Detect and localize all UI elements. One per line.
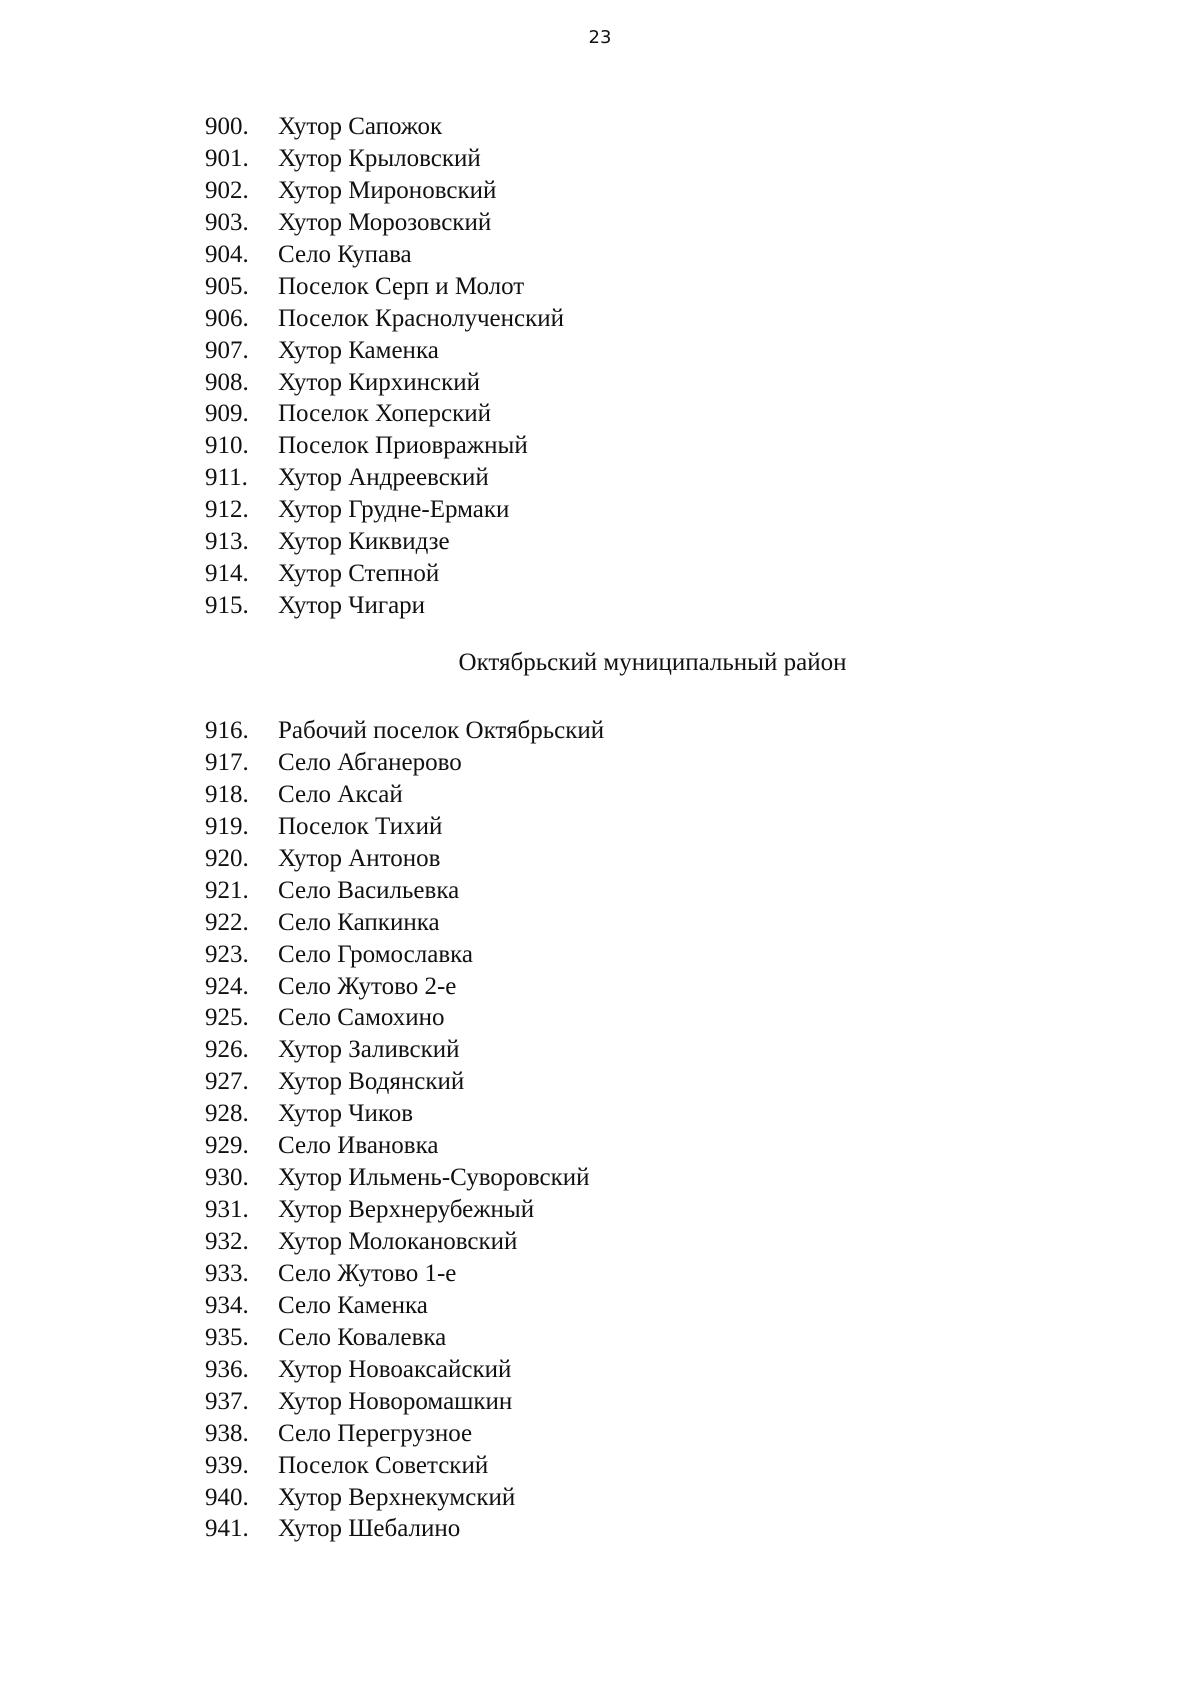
list-item xyxy=(205,843,604,875)
list-item xyxy=(205,1354,604,1386)
item-number: 938. xyxy=(205,1419,249,1447)
list-item xyxy=(205,715,604,747)
settlement-name: Хутор Водянский xyxy=(278,1068,465,1096)
list-item xyxy=(205,526,564,558)
item-number: 902. xyxy=(205,176,249,204)
settlement-name: Село Аксай xyxy=(278,780,403,808)
settlement-name: Село Купава xyxy=(278,240,412,268)
item-number: 919. xyxy=(205,812,249,840)
item-number: 917. xyxy=(205,748,249,776)
item-number: 941. xyxy=(205,1515,249,1543)
settlement-name: Хутор Кирхинский xyxy=(278,368,481,396)
list-item xyxy=(205,239,564,271)
list-item xyxy=(205,143,564,175)
list-item xyxy=(205,1066,604,1098)
item-number: 913. xyxy=(205,528,249,556)
settlement-name: Хутор Верхнекумский xyxy=(278,1483,516,1511)
list-item xyxy=(205,1322,604,1354)
settlement-name: Хутор Ильмень-Суворовский xyxy=(278,1164,590,1192)
list-item xyxy=(205,175,564,207)
settlement-name: Село Каменка xyxy=(278,1291,428,1319)
settlement-list xyxy=(205,111,564,622)
list-item xyxy=(205,462,564,494)
list-item xyxy=(205,1258,604,1290)
settlement-name: Село Абганерово xyxy=(278,748,462,776)
list-item xyxy=(205,1290,604,1322)
settlement-name: Хутор Чигари xyxy=(278,592,426,620)
item-number: 926. xyxy=(205,1036,249,1064)
page-number: 23 xyxy=(588,27,612,48)
item-number: 922. xyxy=(205,908,249,936)
list-item xyxy=(205,811,604,843)
item-number: 939. xyxy=(205,1451,249,1479)
item-number: 911. xyxy=(205,464,248,492)
list-item xyxy=(205,1130,604,1162)
item-number: 900. xyxy=(205,113,249,140)
list-item xyxy=(205,1002,604,1034)
list-item xyxy=(205,207,564,239)
list-item xyxy=(205,1450,604,1482)
item-number: 932. xyxy=(205,1228,249,1255)
settlement-name: Село Жутово 2-е xyxy=(278,972,457,1000)
item-number: 906. xyxy=(205,304,249,332)
item-number: 907. xyxy=(205,336,249,364)
list-item xyxy=(205,1513,604,1545)
section-heading: Октябрьский муниципальный район xyxy=(458,649,847,676)
settlement-name: Хутор Каменка xyxy=(278,336,439,364)
list-item xyxy=(205,558,564,590)
settlement-name: Хутор Мироновский xyxy=(278,176,497,204)
settlement-name: Поселок Краснолученский xyxy=(278,304,564,332)
item-number: 920. xyxy=(205,844,249,872)
item-number: 931. xyxy=(205,1196,249,1224)
settlement-name: Хутор Антонов xyxy=(278,844,441,872)
settlement-name: Хутор Крыловский xyxy=(278,144,481,172)
settlement-name: Хутор Чиков xyxy=(278,1100,414,1128)
list-item xyxy=(205,1194,604,1226)
item-number: 925. xyxy=(205,1004,249,1032)
settlement-name: Село Капкинка xyxy=(278,908,440,936)
settlement-name: Хутор Молокановский xyxy=(278,1228,518,1255)
item-number: 934. xyxy=(205,1291,249,1319)
item-number: 935. xyxy=(205,1323,249,1351)
list-item xyxy=(205,971,604,1003)
settlement-list xyxy=(205,715,604,1545)
item-number: 901. xyxy=(205,144,249,172)
list-item xyxy=(205,590,564,622)
list-item xyxy=(205,335,564,367)
settlement-name: Хутор Верхнерубежный xyxy=(278,1196,535,1224)
list-item xyxy=(205,1386,604,1418)
item-number: 915. xyxy=(205,592,249,620)
list-item xyxy=(205,1098,604,1130)
settlement-name: Село Васильевка xyxy=(278,876,460,904)
item-number: 928. xyxy=(205,1100,249,1128)
item-number: 921. xyxy=(205,876,249,904)
list-item xyxy=(205,907,604,939)
list-item xyxy=(205,1226,604,1258)
list-item xyxy=(205,494,564,526)
item-number: 918. xyxy=(205,780,249,808)
settlement-name: Село Громославка xyxy=(278,940,473,968)
list-item xyxy=(205,303,564,335)
item-number: 927. xyxy=(205,1068,249,1096)
settlement-name: Хутор Степной xyxy=(278,560,440,588)
item-number: 912. xyxy=(205,496,249,524)
settlement-name: Хутор Новоромашкин xyxy=(278,1387,513,1415)
settlement-name: Хутор Андреевский xyxy=(278,464,489,492)
item-number: 933. xyxy=(205,1259,249,1287)
item-number: 916. xyxy=(205,717,249,744)
settlement-name: Хутор Киквидзе xyxy=(278,528,450,556)
item-number: 936. xyxy=(205,1355,249,1383)
list-item xyxy=(205,430,564,462)
item-number: 910. xyxy=(205,432,249,460)
settlement-name: Село Ивановка xyxy=(278,1132,439,1160)
item-number: 930. xyxy=(205,1164,249,1192)
list-item xyxy=(205,1162,604,1194)
settlement-name: Село Перегрузное xyxy=(278,1419,473,1447)
item-number: 903. xyxy=(205,208,249,236)
settlement-name: Хутор Шебалино xyxy=(278,1515,461,1543)
settlement-name: Поселок Тихий xyxy=(278,812,443,840)
item-number: 914. xyxy=(205,560,249,588)
list-item xyxy=(205,875,604,907)
settlement-name: Хутор Сапожок xyxy=(278,113,443,140)
settlement-name: Село Ковалевка xyxy=(278,1323,447,1351)
list-item xyxy=(205,1418,604,1450)
list-item xyxy=(205,779,604,811)
item-number: 940. xyxy=(205,1483,249,1511)
settlement-name: Хутор Грудне-Ермаки xyxy=(278,496,510,524)
settlement-name: Хутор Морозовский xyxy=(278,208,492,236)
item-number: 909. xyxy=(205,400,249,428)
settlement-name: Поселок Хоперский xyxy=(278,400,492,428)
settlement-name: Село Самохино xyxy=(278,1004,445,1032)
settlement-name: Село Жутово 1-е xyxy=(278,1259,457,1287)
item-number: 904. xyxy=(205,240,249,268)
list-item xyxy=(205,271,564,303)
list-item xyxy=(205,747,604,779)
settlement-name: Поселок Приовражный xyxy=(278,432,528,460)
item-number: 908. xyxy=(205,368,249,396)
item-number: 937. xyxy=(205,1387,249,1415)
list-item xyxy=(205,367,564,399)
settlement-name: Рабочий поселок Октябрьский xyxy=(278,717,605,744)
item-number: 905. xyxy=(205,272,249,300)
list-item xyxy=(205,111,564,143)
list-item xyxy=(205,1034,604,1066)
settlement-name: Поселок Советский xyxy=(278,1451,489,1479)
list-item xyxy=(205,398,564,430)
item-number: 924. xyxy=(205,972,249,1000)
settlement-name: Поселок Серп и Молот xyxy=(278,272,525,300)
item-number: 923. xyxy=(205,940,249,968)
settlement-name: Хутор Новоаксайский xyxy=(278,1355,512,1383)
item-number: 929. xyxy=(205,1132,249,1160)
list-item xyxy=(205,939,604,971)
settlement-name: Хутор Заливский xyxy=(278,1036,460,1064)
list-item xyxy=(205,1482,604,1514)
